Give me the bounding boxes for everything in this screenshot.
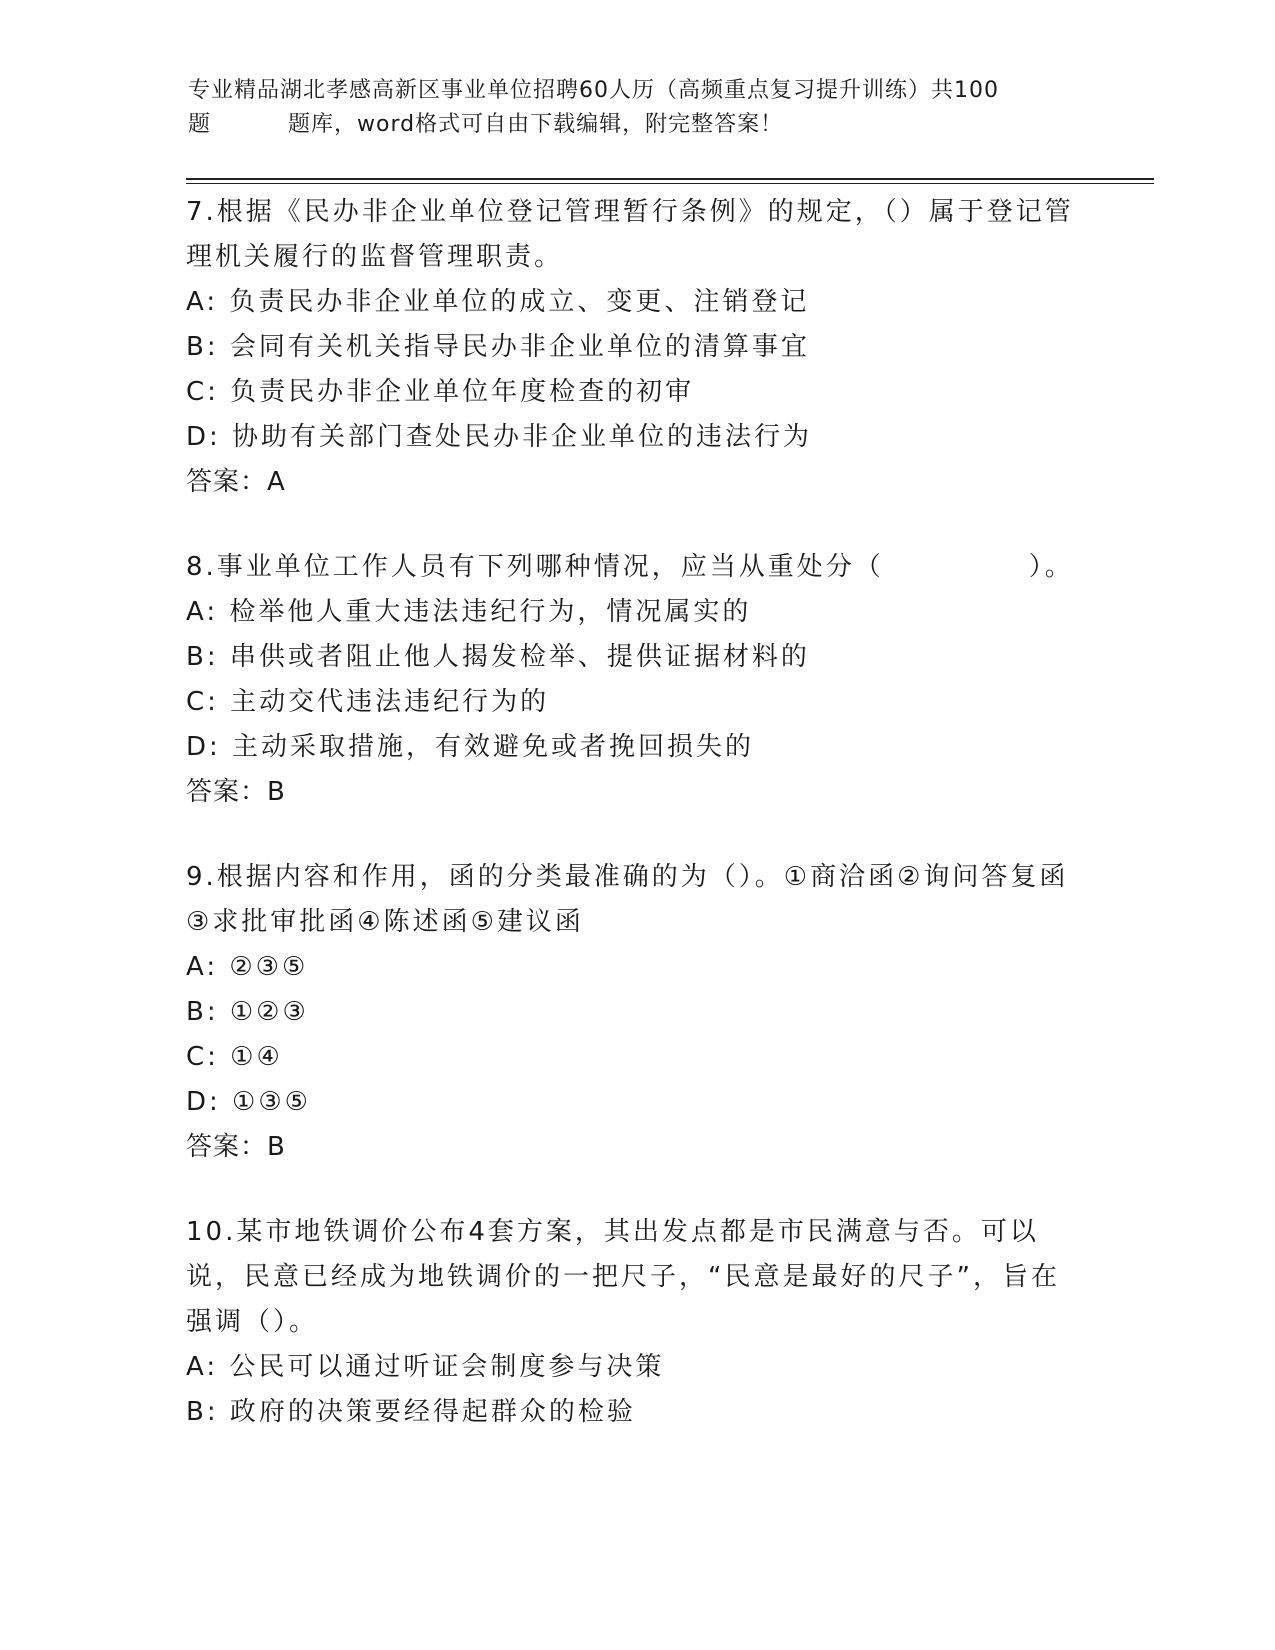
question-text: 10.某市地铁调价公布4套方案，其出发点都是市民满意与否。可以说，民意已经成为地铁调价的一把尺子，“民意是最好的尺子”，旨在强调（）。	[186, 1217, 1060, 1337]
option-d: D: 主动采取措施，有效避免或者挽回损失的	[186, 732, 755, 762]
question-7	[186, 190, 1086, 505]
option-a: A: 负责民办非企业单位的成立、变更、注销登记	[186, 287, 810, 317]
header-subtitle-line	[188, 108, 1088, 142]
question-9	[186, 855, 1086, 1170]
option-b: B: ①②③	[186, 997, 309, 1027]
question-list	[186, 190, 1086, 1475]
header-subtitle-lead: 题	[188, 112, 212, 137]
option-c: C: 负责民办非企业单位年度检查的初审	[186, 377, 695, 407]
answer-line: 答案：B	[186, 1132, 286, 1162]
option-d: D: 协助有关部门查处民办非企业单位的违法行为	[186, 422, 813, 452]
option-b: B: 串供或者阻止他人揭发检举、提供证据材料的	[186, 642, 810, 672]
option-a: A: ②③⑤	[186, 952, 309, 982]
header-divider-thin	[186, 183, 1154, 184]
header-divider-thick	[186, 178, 1154, 180]
option-c: C: ①④	[186, 1042, 283, 1072]
document-header	[188, 74, 1088, 142]
header-title-line: 专业精品湖北孝感高新区事业单位招聘60人历（高频重点复习提升训练）共100	[188, 78, 999, 103]
answer-line: 答案：A	[186, 467, 286, 497]
header-subtitle-text: 题库，word格式可自由下载编辑，附完整答案！	[288, 112, 784, 137]
option-b: B: 政府的决策要经得起群众的检验	[186, 1397, 636, 1427]
answer-line: 答案：B	[186, 777, 286, 807]
question-8	[186, 545, 1086, 815]
question-text: 8.事业单位工作人员有下列哪种情况，应当从重处分（ ）。	[186, 552, 1074, 582]
option-c: C: 主动交代违法违纪行为的	[186, 687, 550, 717]
question-text: 9.根据内容和作用，函的分类最准确的为（）。①商洽函②询问答复函③求批审批函④陈述函⑤建议函	[186, 862, 1069, 937]
option-d: D: ①③⑤	[186, 1087, 311, 1117]
option-b: B: 会同有关机关指导民办非企业单位的清算事宜	[186, 332, 810, 362]
question-10	[186, 1210, 1086, 1435]
option-a: A: 公民可以通过听证会制度参与决策	[186, 1352, 665, 1382]
question-text: 7.根据《民办非企业单位登记管理暂行条例》的规定，（）属于登记管理机关履行的监督管理职责。	[186, 197, 1074, 272]
option-a: A: 检举他人重大违法违纪行为，情况属实的	[186, 597, 752, 627]
